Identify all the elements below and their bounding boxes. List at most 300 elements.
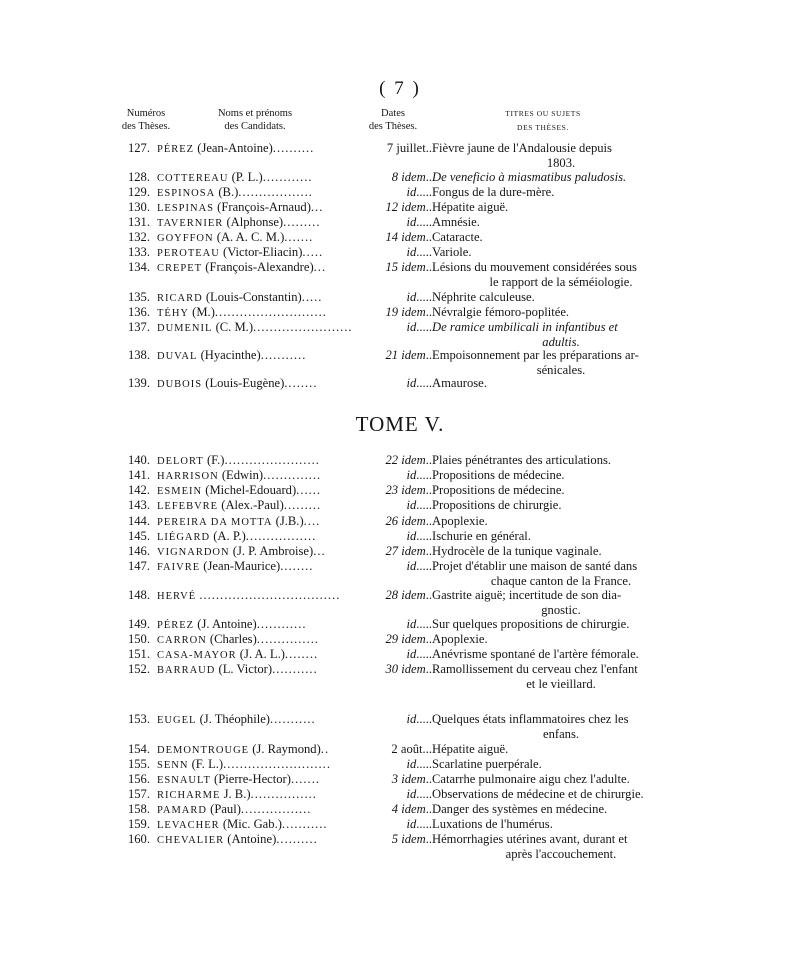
thesis-date [350, 544, 432, 559]
thesis-title-line: Apoplexie. [432, 514, 488, 528]
candidate-surname: PÉREZ [157, 620, 195, 631]
thesis-title-line: De ramice umbilicali in infantibus et [432, 320, 618, 334]
thesis-entry [0, 617, 800, 633]
date-value: 26 idem [385, 514, 426, 528]
date-leader: .. [425, 772, 432, 786]
candidate-given-names: (Mic. Gab.) [222, 817, 282, 831]
thesis-title-line: Observations de médecine et de chirurgie. [432, 787, 644, 801]
candidate-given-names: (Jean-Antoine) [197, 141, 273, 155]
entry-number: 150. [127, 632, 150, 646]
thesis-date [350, 376, 432, 391]
candidate-surname: VIGNARDON [157, 547, 230, 558]
thesis-title-continuation: sénicales. [536, 363, 586, 377]
date-value: id [406, 185, 417, 199]
date-value: 23 idem [385, 483, 426, 497]
date-value: 15 idem [385, 260, 426, 274]
thesis-entry [0, 215, 800, 231]
date-leader: ..... [416, 215, 432, 229]
thesis-title [432, 544, 672, 559]
thesis-title [432, 320, 672, 350]
date-value: id [406, 376, 417, 390]
header-noms-line2: des Candidats. [224, 121, 286, 132]
date-leader: .. [425, 632, 432, 646]
thesis-title [432, 529, 672, 544]
date-leader: .. [425, 141, 432, 155]
entry-number: 141. [127, 468, 150, 482]
thesis-title-line: Cataracte. [432, 230, 483, 244]
candidate-given-names: (Victor-Eliacin) [223, 245, 303, 259]
candidate-surname: DUBOIS [157, 379, 203, 390]
thesis-title [432, 185, 672, 200]
date-leader: ... [422, 742, 432, 756]
thesis-title-continuation: chaque canton de la France. [490, 574, 632, 588]
date-leader: .. [425, 200, 432, 214]
header-noms-line1: Noms et prénoms [217, 108, 293, 119]
entry-number: 132. [127, 230, 150, 244]
thesis-date [350, 559, 432, 574]
thesis-title-line: Fongus de la dure-mère. [432, 185, 555, 199]
entry-number: 137. [127, 320, 150, 334]
thesis-entry [0, 757, 800, 773]
candidate-surname: EUGEL [157, 715, 197, 726]
candidate-surname: HARRISON [157, 471, 219, 482]
candidate-given-names: (A. A. C. M.) [216, 230, 285, 244]
candidate-surname: PAMARD [157, 805, 207, 816]
thesis-title-line: Ischurie en général. [432, 529, 531, 543]
dot-leader: ................. [245, 529, 317, 543]
date-value: 29 idem [385, 632, 426, 646]
thesis-title-line: Hémorrhagies utérines avant, durant et [432, 832, 628, 846]
date-value: id [406, 215, 417, 229]
thesis-date [350, 712, 432, 727]
thesis-title [432, 170, 672, 185]
header-dates-line2: des Thèses. [368, 121, 418, 132]
thesis-entry [0, 468, 800, 484]
thesis-title-line: Néphrite calculeuse. [432, 290, 535, 304]
candidate-given-names: (François-Alexandre) [205, 260, 314, 274]
thesis-entry [0, 498, 800, 514]
thesis-title-line: Amaurose. [432, 376, 487, 390]
date-value: 12 idem [385, 200, 426, 214]
date-value: 2 août [391, 742, 423, 756]
thesis-title-continuation: gnostic. [541, 603, 581, 617]
date-leader: ..... [416, 185, 432, 199]
thesis-title-line: Quelques états inflammatoires chez les [432, 712, 629, 726]
thesis-title [432, 260, 672, 290]
thesis-entry [0, 647, 800, 663]
candidate-given-names: (L. Victor) [218, 662, 273, 676]
date-leader: ..... [416, 468, 432, 482]
date-value: 21 idem [385, 348, 426, 362]
thesis-title-line: Plaies pénétrantes des articulations. [432, 453, 612, 467]
candidate-name [157, 290, 360, 306]
entry-number: 157. [127, 787, 150, 801]
dot-leader: .. [320, 742, 330, 756]
candidate-given-names: (A. P.) [213, 529, 246, 543]
thesis-title [432, 802, 672, 817]
thesis-title [432, 559, 672, 589]
thesis-date [350, 617, 432, 632]
candidate-name [157, 772, 360, 788]
candidate-given-names: (Louis-Constantin) [205, 290, 302, 304]
date-leader: .. [425, 544, 432, 558]
entry-number: 153. [127, 712, 150, 726]
thesis-title-line: Scarlatine puerpérale. [432, 757, 542, 771]
thesis-entry [0, 185, 800, 201]
candidate-name [157, 712, 360, 728]
candidate-given-names: (B.) [218, 185, 239, 199]
thesis-date [350, 185, 432, 200]
candidate-given-names: (Alex.-Paul) [221, 498, 284, 512]
thesis-entry [0, 712, 800, 741]
entry-number: 136. [127, 305, 150, 319]
dot-leader: .............. [263, 468, 322, 482]
thesis-title [432, 245, 672, 260]
date-leader: .. [425, 170, 432, 184]
candidate-given-names: (Louis-Eugène) [205, 376, 285, 390]
candidate-given-names: (J. Raymond) [252, 742, 321, 756]
thesis-title [432, 712, 672, 742]
thesis-entry [0, 632, 800, 648]
date-leader: ..... [416, 817, 432, 831]
thesis-title-line: Danger des systèmes en médecine. [432, 802, 608, 816]
dot-leader: ............ [262, 170, 313, 184]
date-value: 3 idem [391, 772, 426, 786]
thesis-entry [0, 662, 800, 691]
thesis-date [350, 483, 432, 498]
thesis-title [432, 498, 672, 513]
thesis-entry [0, 483, 800, 499]
entry-number: 138. [127, 348, 150, 362]
header-dates-line1: Dates [381, 108, 405, 119]
candidate-name [157, 305, 360, 321]
candidate-name [157, 260, 360, 276]
dot-leader: ... [313, 544, 326, 558]
dot-leader: ......... [283, 215, 321, 229]
date-value: id [406, 320, 417, 334]
candidate-name [157, 787, 360, 803]
candidate-given-names: (J. Antoine) [197, 617, 257, 631]
thesis-title [432, 772, 672, 787]
thesis-date [350, 787, 432, 802]
candidate-given-names: (Alphonse) [226, 215, 284, 229]
thesis-entry [0, 170, 800, 186]
candidate-name [157, 647, 360, 663]
thesis-date [350, 141, 432, 156]
thesis-date [350, 290, 432, 305]
candidate-given-names: (Jean-Maurice) [203, 559, 281, 573]
thesis-title-line: Luxations de l'humérus. [432, 817, 553, 831]
thesis-entry [0, 230, 800, 246]
date-value: id [406, 617, 417, 631]
dot-leader: .......................... [223, 757, 331, 771]
candidate-surname: LIÉGARD [157, 532, 211, 543]
candidate-surname: LEFEBVRE [157, 501, 219, 512]
date-leader: .. [425, 662, 432, 676]
candidate-surname: CARRON [157, 635, 207, 646]
section-title: TOME V. [355, 412, 445, 436]
entry-number: 146. [127, 544, 150, 558]
entry-number: 155. [127, 757, 150, 771]
thesis-title [432, 290, 672, 305]
thesis-title [432, 200, 672, 215]
thesis-date [350, 662, 432, 677]
thesis-title [432, 305, 672, 320]
date-value: id [406, 757, 417, 771]
entry-number: 142. [127, 483, 150, 497]
dot-leader: ..... [301, 290, 323, 304]
dot-leader: ............... [256, 632, 320, 646]
candidate-surname: TÉHY [157, 308, 189, 319]
candidate-name [157, 170, 360, 186]
candidate-name [157, 185, 360, 201]
date-leader: ..... [416, 245, 432, 259]
candidate-surname: CREPET [157, 263, 203, 274]
thesis-date [350, 468, 432, 483]
thesis-title [432, 348, 672, 378]
date-leader: .. [425, 802, 432, 816]
thesis-title [432, 483, 672, 498]
candidate-given-names: J. B.) [223, 787, 251, 801]
candidate-name [157, 757, 360, 773]
thesis-title-line: Projet d'établir une maison de santé dans [432, 559, 638, 573]
candidate-name [157, 817, 360, 833]
page-number: ( 7 ) [379, 78, 421, 99]
date-leader: ..... [416, 647, 432, 661]
candidate-surname: DEMONTROUGE [157, 745, 250, 756]
date-value: 8 idem [391, 170, 426, 184]
date-leader: .. [425, 305, 432, 319]
date-value: id [406, 468, 417, 482]
entry-number: 145. [127, 529, 150, 543]
entry-number: 149. [127, 617, 150, 631]
candidate-given-names: (M.) [192, 305, 215, 319]
date-value: id [406, 290, 417, 304]
thesis-title-line: Hépatite aiguë. [432, 742, 509, 756]
date-leader: ..... [416, 787, 432, 801]
thesis-entry [0, 245, 800, 261]
candidate-given-names: (J. P. Ambroise) [232, 544, 314, 558]
dot-leader: ........ [284, 376, 318, 390]
thesis-title [432, 514, 672, 529]
date-leader: ..... [416, 617, 432, 631]
thesis-title [432, 617, 672, 632]
dot-leader: ........................ [253, 320, 353, 334]
candidate-surname: HERVÉ [157, 591, 197, 602]
thesis-title-line: Propositions de chirurgie. [432, 498, 562, 512]
candidate-surname: LEVACHER [157, 820, 220, 831]
thesis-date [350, 200, 432, 215]
dot-leader: ............ [256, 617, 307, 631]
thesis-title-line: Catarrhe pulmonaire aigu chez l'adulte. [432, 772, 630, 786]
candidate-surname: LESPINAS [157, 203, 215, 214]
header-titres [468, 107, 618, 135]
thesis-title-line: Lésions du mouvement considérées sous [432, 260, 637, 274]
candidate-name [157, 468, 360, 484]
candidate-surname: DUVAL [157, 351, 198, 362]
thesis-entry [0, 529, 800, 545]
candidate-surname: RICARD [157, 293, 203, 304]
entry-number: 129. [127, 185, 150, 199]
thesis-title [432, 647, 672, 662]
dot-leader: ................. [240, 802, 312, 816]
candidate-name [157, 245, 360, 261]
dot-leader: .......... [276, 832, 318, 846]
thesis-entry [0, 453, 800, 469]
thesis-date [350, 802, 432, 817]
candidate-given-names: (P. L.) [231, 170, 263, 184]
thesis-entry [0, 802, 800, 818]
candidate-given-names: (F. L.) [191, 757, 224, 771]
dot-leader: ......... [283, 498, 322, 512]
thesis-title-line: Hépatite aiguë. [432, 200, 509, 214]
thesis-title [432, 757, 672, 772]
date-leader: ..... [416, 559, 432, 573]
thesis-date [350, 529, 432, 544]
candidate-surname: TAVERNIER [157, 218, 224, 229]
thesis-entry [0, 348, 800, 377]
entry-number: 140. [127, 453, 150, 467]
thesis-entry [0, 376, 800, 392]
candidate-surname: GOYFFON [157, 233, 214, 244]
candidate-name [157, 588, 360, 604]
date-value: id [406, 529, 417, 543]
header-numeros-line1: Numéros [126, 108, 166, 119]
thesis-title-line: Sur quelques propositions de chirurgie. [432, 617, 630, 631]
dot-leader: ........... [260, 348, 307, 362]
thesis-title [432, 230, 672, 245]
date-value: 27 idem [385, 544, 426, 558]
thesis-date [350, 260, 432, 275]
date-value: 7 juillet [386, 141, 426, 155]
thesis-title [432, 588, 672, 618]
thesis-entry [0, 832, 800, 861]
candidate-surname: RICHARME [157, 790, 221, 801]
date-value: 22 idem [385, 453, 426, 467]
dot-leader: ....... [284, 230, 314, 244]
thesis-entry [0, 817, 800, 833]
dot-leader: .................................. [199, 588, 341, 602]
thesis-entry [0, 290, 800, 306]
thesis-title-line: Névralgie fémoro-poplitée. [432, 305, 570, 319]
thesis-date [350, 230, 432, 245]
date-value: 28 idem [385, 588, 426, 602]
entry-number: 147. [127, 559, 150, 573]
date-value: 14 idem [385, 230, 426, 244]
dot-leader: ... [313, 260, 327, 274]
candidate-given-names: (Michel-Edouard) [205, 483, 297, 497]
thesis-date [350, 245, 432, 260]
dot-leader: ........... [281, 817, 328, 831]
header-titres-line1: TITRES OU SUJETS [505, 109, 581, 118]
entry-number: 139. [127, 376, 150, 390]
date-value: id [406, 245, 417, 259]
date-value: id [406, 647, 417, 661]
thesis-date [350, 348, 432, 363]
thesis-entry [0, 200, 800, 216]
thesis-title-line: Apoplexie. [432, 632, 488, 646]
date-value: 30 idem [385, 662, 426, 676]
candidate-surname: DUMENIL [157, 323, 213, 334]
candidate-name [157, 141, 360, 157]
thesis-date [350, 215, 432, 230]
thesis-date [350, 320, 432, 335]
entry-number: 135. [127, 290, 150, 304]
entry-number: 131. [127, 215, 150, 229]
entry-number: 151. [127, 647, 150, 661]
dot-leader: ...... [296, 483, 322, 497]
candidate-surname: PÉREZ [157, 144, 195, 155]
candidate-given-names: (Pierre-Hector) [214, 772, 291, 786]
candidate-name [157, 376, 360, 392]
thesis-title [432, 632, 672, 647]
thesis-date [350, 170, 432, 185]
date-leader: .. [425, 483, 432, 497]
candidate-name [157, 544, 360, 560]
date-value: id [406, 559, 417, 573]
candidate-given-names: (C. M.) [215, 320, 254, 334]
candidate-name [157, 230, 360, 246]
thesis-entry [0, 787, 800, 803]
thesis-title [432, 787, 672, 802]
candidate-surname: CASA-MAYOR [157, 650, 237, 661]
dot-leader: ........... [272, 662, 318, 676]
candidate-name [157, 215, 360, 231]
entry-number: 130. [127, 200, 150, 214]
candidate-name [157, 832, 360, 848]
thesis-title-line: Empoisonnement par les préparations ar- [432, 348, 639, 362]
dot-leader: ................ [250, 787, 317, 801]
candidate-given-names: (J. Théophile) [199, 712, 270, 726]
dot-leader: .... [303, 514, 321, 528]
candidate-surname: DELORT [157, 456, 204, 467]
candidate-name [157, 529, 360, 545]
thesis-entry [0, 141, 800, 170]
candidate-given-names: (Paul) [210, 802, 241, 816]
dot-leader: ........... [270, 712, 316, 726]
thesis-date [350, 817, 432, 832]
thesis-date [350, 588, 432, 603]
candidate-name [157, 498, 360, 514]
thesis-entry [0, 514, 800, 530]
thesis-date [350, 647, 432, 662]
thesis-date [350, 757, 432, 772]
thesis-title [432, 662, 672, 692]
entry-number: 154. [127, 742, 150, 756]
thesis-date [350, 832, 432, 847]
thesis-entry [0, 305, 800, 321]
dot-leader: .......... [272, 141, 315, 155]
thesis-entry [0, 742, 800, 758]
entry-number: 128. [127, 170, 150, 184]
dot-leader: ........ [280, 559, 314, 573]
dot-leader: .................. [238, 185, 313, 199]
header-numeros [108, 107, 184, 133]
dot-leader: ........................... [214, 305, 327, 319]
date-leader: ..... [416, 757, 432, 771]
thesis-date [350, 498, 432, 513]
thesis-date [350, 305, 432, 320]
candidate-given-names: (F.) [206, 453, 225, 467]
candidate-surname: FAIVRE [157, 562, 201, 573]
candidate-surname: ESMEIN [157, 486, 203, 497]
thesis-date [350, 632, 432, 647]
date-leader: .. [425, 832, 432, 846]
candidate-name [157, 483, 360, 499]
entry-number: 159. [127, 817, 150, 831]
date-leader: .. [425, 453, 432, 467]
thesis-title-line: Anévrisme spontané de l'artère fémorale. [432, 647, 639, 661]
